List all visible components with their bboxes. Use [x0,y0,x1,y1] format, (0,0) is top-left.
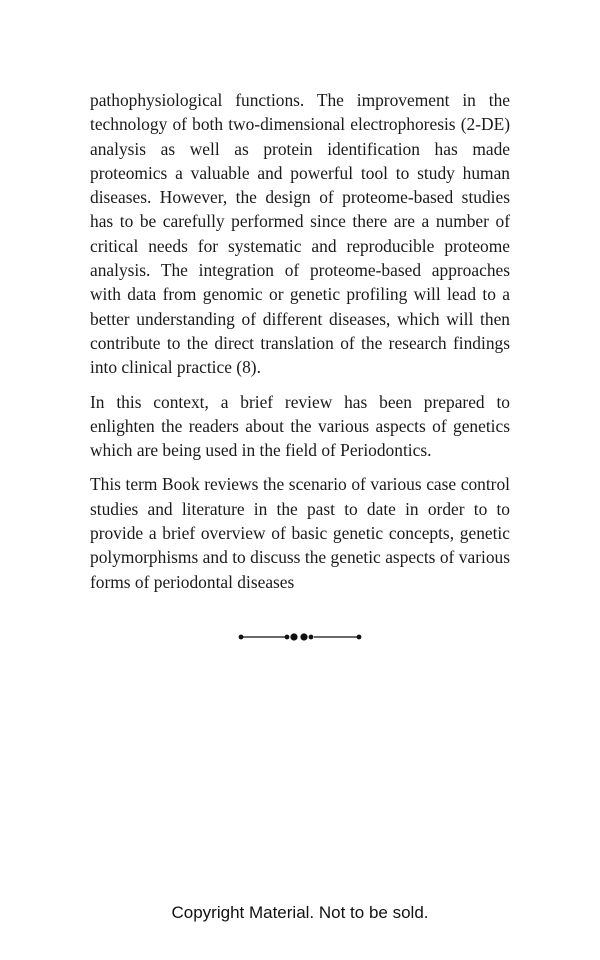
paragraph-proteomics: pathophysiological functions. The improvement in the technology of both two-dimensional electrophoresis (2-DE) analysis as well as protein identification has made proteomics a valuable and powerful tool to study human diseases. However, the design of proteome-based studies has to be carefully performed since there are a number of critical needs for systematic and reproducible proteome analysis. The integration of proteome-based approaches with data from genomic or genetic profiling will lead to a better understanding of different diseases, which will then contribute to the direct translation of the research findings into clinical practice (8). [90,90,510,378]
page-body-text [90,88,510,604]
ornament-dot-left-small [285,635,290,640]
copyright-footer: Copyright Material. Not to be sold. [171,903,429,922]
paragraph-context: In this context, a brief review has been prepared to enlighten the readers about the various aspects of genetics which are being used in the field of Periodontics. [90,391,510,461]
ornament-dot-left-end [239,635,244,640]
ornament-dot-right-small [309,635,314,640]
section-divider-ornament-icon [236,629,364,645]
ornament-dot-center-left [290,633,297,640]
ornament-dot-right-end [357,635,362,640]
paragraph-book-overview: This term Book reviews the scenario of various case control studies and literature in the past to date in order to to provide a brief overview of basic genetic concepts, genetic polymorphisms and to discuss the genetic aspects of various forms of periodontal diseases [90,474,510,592]
ornament-dot-center-right [300,633,307,640]
